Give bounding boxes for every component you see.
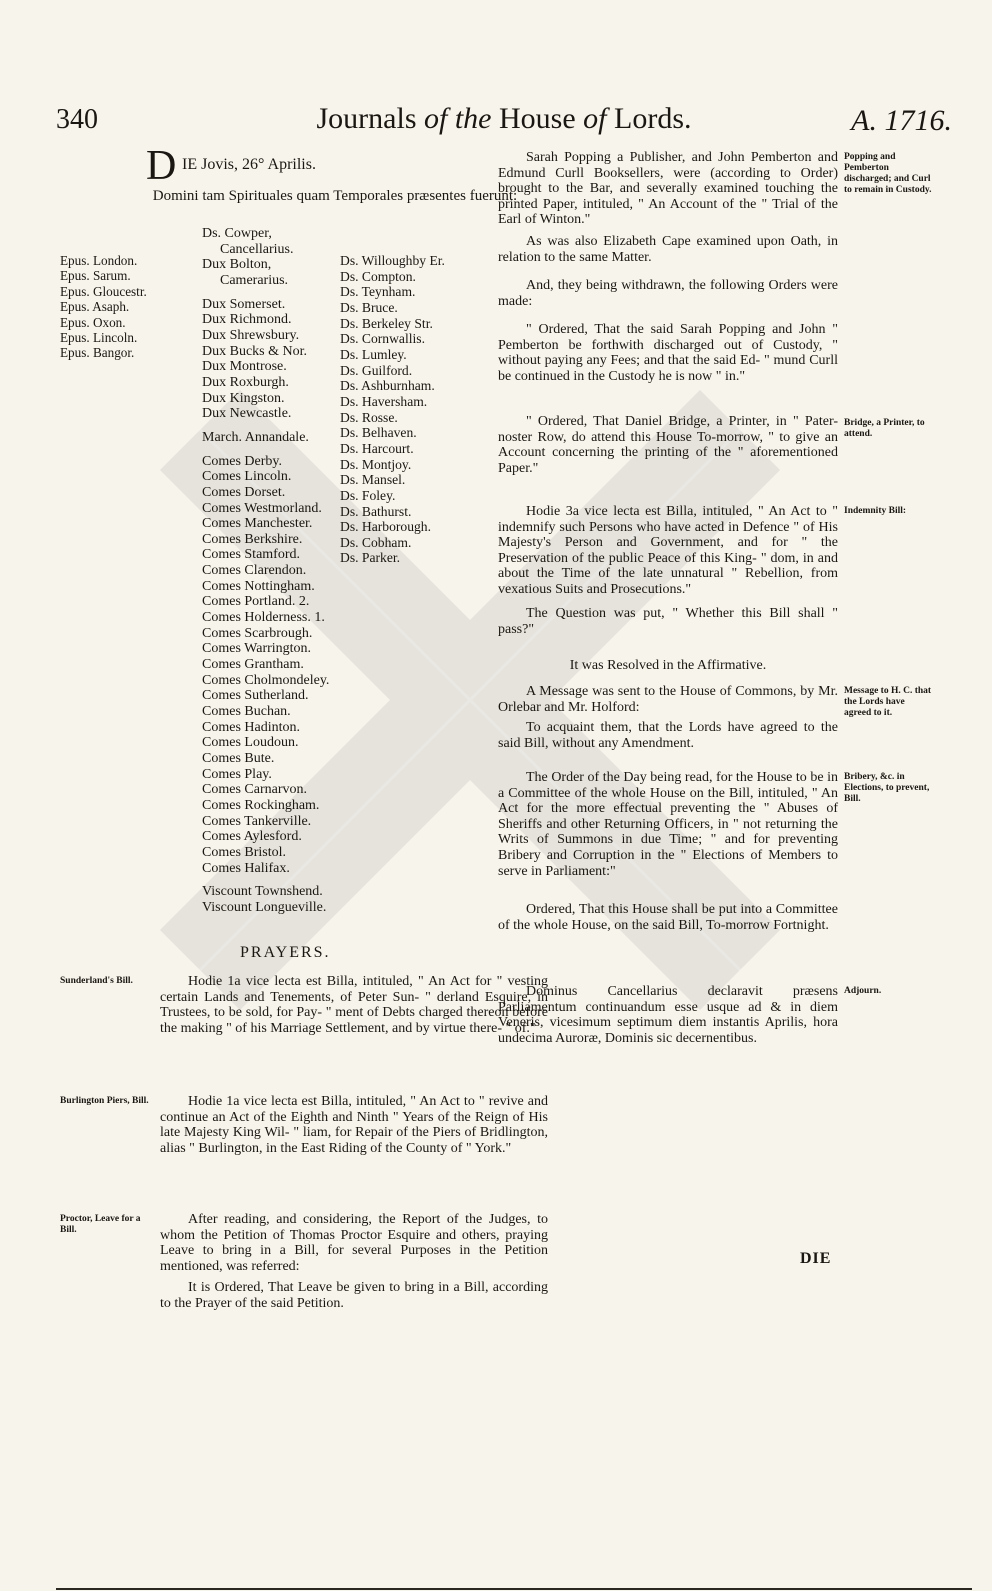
attendee-name: Ds. Guilford. xyxy=(340,362,413,378)
attendee-name: Comes Clarendon. xyxy=(202,563,307,579)
entry-adjournment: Dominus Cancellarius declaravit præsens Parliamentum continuandum esse usque ad & in diem Veneris, vicesimum septimum diem instantis Aprilis, hora undecima Auroræ, Dominis sic decernentibus. xyxy=(498,984,838,1046)
journal-page: 340 Journals of the House of Lords. A. 1716. D IE Jovis, 26° Aprilis. Domini tam Spirituales quam Temporales præsentes fuerunt: Epus. London. Epus. Sarum. Epus. Gloucestr. Epus. Asaph. Epus. Oxon. Epus. Lincoln. Epus. Bangor. Ds. Cowper, Cancellarius. Dux Bolton, Camerarius. Dux Somerset. Dux Richmond. Dux Shrewsbury. Dux Bucks & Nor. Dux Montrose. Dux Roxburgh. Dux Kingston. Dux Newcastle. March. Annandale. Comes Derby. Comes Lincoln. Comes Dorset. Comes Westmorland. Comes Manchester. Comes Berkshire. Comes Stamford. Comes Clarendon. Comes Nottingham. Comes Portland. 2. Comes Holderness. 1. Comes Scarbrough. Comes Warrington. Comes Grantham. Comes Cholmondeley. Comes Sutherland. Comes Buchan. Comes Hadinton. Comes Loudoun. Comes Bute. Comes Play. Comes Carnarvon. Comes Rockingham. Comes Tankerville. Comes Aylesford. Comes Bristol. Comes Halifax. Viscount Townshend. Viscount Longueville. Ds. Willoughby Er. Ds. Compton. Ds. Teynham. Ds. Bruce. Ds. Berkeley Str. Ds. Cornwallis. Ds. Lumley. Ds. Guilford. Ds. Ashburnham. Ds. Haversham. Ds. Rosse. Ds. Belhaven. Ds. Harcourt. Ds. Montjoy. Ds. Mansel. Ds. Foley. Ds. Bathurst. Ds. Harborough. Ds. Cobham. Ds. Parker. PRAYERS. Sunderland's Bill. Hodie 1a vice lecta est Billa, intituled, " An Act for " vesting certain Lands and Tenements, of Peter Sun- " derland Esquire, in Trustees, to be sold, for Pay- " ment of Debts charged thereon before the making " of his Marriage Settlement, and by virtue there- " of." Burlington Piers, Bill. Hodie 1a vice lecta est Billa, intituled, " An Act to " revive and continue an Act of the Eighth and Ninth " Years of the Reign of His late Majesty King Wil- " liam, for Repair of the Piers of Bridlington, alias " Burlington, in the East Riding of the County of " York." Proctor, Leave for a Bill. After reading, and considering, the Report of the Judges, to whom the Petition of Thomas Proctor Esquire and others, praying Leave to bring in a Bill, for several Purposes in the Petition mentioned, was referred: It is Ordered, That Leave be given to bring in a Bill, according to the Prayer of the said Petition. Sarah Popping a Publisher, and John Pemberton and Edmund Curll Booksellers, were (according to Order) brought to the Bar, and severally examined touching the printed Paper, intituled, " An Account of the " Trial of the Earl of Winton." Popping and Pemberton discharged; and Curl to remain in Custody. As was also Elizabeth Cape examined upon Oath, in relation to the same Matter. And, they being withdrawn, the following Orders were made: " Ordered, That the said Sarah Popping and John " Pemberton be forthwith discharged out of Custody, " without paying any Fees; and that the said Ed- " mund Curll be continued in the Custody he is now " in." " Ordered, That Daniel Bridge, a Printer, in " Pater-noster Row, do attend this House To-morrow, " to give an Account concerning the printing of the " aforementioned Paper." Bridge, a Printer, to attend. Hodie 3a vice lecta est Billa, intituled, " An Act to " indemnify such Persons who have acted in Defence " of His Majesty's Person and Government, and for " the Preservation of the public Peace of this King- " dom, in and about the Time of the late unnatural " Rebellion, from vexatious Suits and Prosecutions." Indemnity Bill: The Question was put, " Whether this Bill shall " pass?" It was Resolved in the Affirmative. A Message was sent to the House of Commons, by Mr. Orlebar and Mr. Holford: Message to H. C. that the Lords have agreed to it. To acquaint them, that the Lords have agreed to the said Bill, without any Amendment. The Order of the Day being read, for the House to be in a Committee of the whole House on the Bill, intituled, " An Act for the more effectual preventing the " Abuses of Sheriffs and other Returning Officers, in " not returning the Writs of Summons in due Time; " and for preventing Bribery and Corruption in the " Elections of Members to serve in Parliament:" Bribery, &c. in Elections, to prevent, Bill. Ordered, That this House shall be put into a Committee of the whole House, on the said Bill, To-morrow Fortnight. Dominus Cancellarius declaravit præsens Parliamentum continuandum esse usque ad & in diem Veneris, vicesimum septimum diem instantis Aprilis, hora undecima Auroræ, Dominis sic decernentibus. Adjourn. DIE xyxy=(0,0,992,1591)
margin-note-popping: Popping and Pemberton discharged; and Curl to remain in Custody. xyxy=(844,152,932,195)
attendee-name: Comes Stamford. xyxy=(202,547,300,563)
peers-list-a xyxy=(202,226,329,916)
margin-note-proctor: Proctor, Leave for a Bill. xyxy=(60,1214,141,1235)
attendee-name: Ds. Haversham. xyxy=(340,393,428,409)
attendee-name: Ds. Bathurst. xyxy=(340,503,412,519)
attendee-name: Epus. Oxon. xyxy=(60,314,126,330)
attendee-name: Ds. Compton. xyxy=(340,268,416,284)
attendee-name: Dux Somerset. xyxy=(202,296,286,312)
attendee-name: Epus. Sarum. xyxy=(60,268,131,284)
order-bridge-attend: " Ordered, That Daniel Bridge, a Printer, in " Pater-noster Row, do attend this House To-morrow, " to give an Account concerning the printing of the " aforementioned Paper." xyxy=(498,414,838,476)
list-spacer xyxy=(202,446,329,454)
attendee-name: Ds. Ashburnham. xyxy=(340,378,435,394)
attendee-name: Comes Derby. xyxy=(202,453,282,469)
attendee-name: Viscount Longueville. xyxy=(202,899,327,915)
question-put: The Question was put, " Whether this Bill shall " pass?" xyxy=(498,606,838,637)
catchword: DIE xyxy=(800,1250,832,1267)
prayers-heading: PRAYERS. xyxy=(240,944,331,961)
attendee-name: Ds. Berkeley Str. xyxy=(340,315,433,331)
attendee-name: Viscount Townshend. xyxy=(202,884,323,900)
attendee-name: Ds. Cowper, xyxy=(202,226,272,241)
resolved-affirmative: It was Resolved in the Affirmative. xyxy=(569,658,767,673)
attendee-name: Comes Tankerville. xyxy=(202,813,312,829)
attendee-name: Ds. Teynham. xyxy=(340,284,416,300)
attendee-name: Comes Carnarvon. xyxy=(202,782,307,798)
attendee-name: Ds. Parker. xyxy=(340,550,401,566)
entry-message-commons: A Message was sent to the House of Commons, by Mr. Orlebar and Mr. Holford: xyxy=(498,684,838,715)
entry-burlington-bill: Hodie 1a vice lecta est Billa, intituled, " An Act to " revive and continue an Act of the Eighth and Ninth " Years of the Reign of His late Majesty King Wil- " liam, for Repair of the Piers of Bridlington, alias " Burlington, in the East Riding of the County of " York." xyxy=(160,1094,548,1156)
attendee-name: Comes Aylesford. xyxy=(202,829,302,845)
attendee-name: Epus. Asaph. xyxy=(60,299,130,315)
attendee-name: Comes Nottingham. xyxy=(202,578,315,594)
attendee-name: Epus. Lincoln. xyxy=(60,330,138,346)
margin-note-indemnity: Indemnity Bill: xyxy=(844,506,907,516)
page-header xyxy=(56,104,952,144)
journal-title: Journals of the House of Lords. xyxy=(316,102,692,135)
entry-proctor-bill: After reading, and considering, the Report of the Judges, to whom the Petition of Thomas Proctor Esquire and others, praying Leave to bring in a Bill, for several Purposes in the Petition mentioned, was referred: It is Ordered, That Leave be given to bring in a Bill, according to the Prayer of the said Petition. xyxy=(160,1212,548,1311)
attendee-name: Dux Roxburgh. xyxy=(202,374,289,390)
order-committee-fortnight: Ordered, That this House shall be put into a Committee of the whole House, on the said Bill, To-morrow Fortnight. xyxy=(498,902,838,933)
attendee-name: Ds. Rosse. xyxy=(340,409,398,425)
list-spacer xyxy=(202,876,329,884)
attendee-name: Comes Halifax. xyxy=(202,860,290,876)
attendee-name: Comes Play. xyxy=(202,766,272,782)
attendee-name: Comes Berkshire. xyxy=(202,531,303,547)
attendee-name: Camerarius. xyxy=(220,272,289,288)
attendance-heading: Domini tam Spirituales quam Temporales præsentes fuerunt: xyxy=(152,188,518,204)
attendee-name: Ds. Lumley. xyxy=(340,346,407,362)
margin-note-message: Message to H. C. that the Lords have agreed to it. xyxy=(844,686,932,718)
entry-sunderland-bill: Hodie 1a vice lecta est Billa, intituled, " An Act for " vesting certain Lands and Tenements, of Peter Sun- " derland Esquire, in Trustees, to be sold, for Pay- " ment of Debts charged thereon before the making " of his Marriage Settlement, and by virtue there- " of." xyxy=(160,974,548,1036)
entry-cape-examined: As was also Elizabeth Cape examined upon Oath, in relation to the same Matter. xyxy=(498,234,838,265)
margin-note-burlington: Burlington Piers, Bill. xyxy=(60,1096,149,1106)
attendee-name: Comes Sutherland. xyxy=(202,688,309,704)
year: A. 1716. xyxy=(851,104,952,137)
attendee-name: Ds. Willoughby Er. xyxy=(340,253,445,268)
attendee-name: Ds. Cobham. xyxy=(340,534,412,550)
attendee-name: Ds. Montjoy. xyxy=(340,456,412,472)
attendee-name: Cancellarius. xyxy=(220,241,294,257)
attendee-name: Comes Westmorland. xyxy=(202,500,322,516)
attendee-name: Comes Buchan. xyxy=(202,704,291,720)
attendee-name: Comes Grantham. xyxy=(202,657,304,673)
list-spacer xyxy=(202,422,329,430)
page-number: 340 xyxy=(56,104,98,135)
margin-note-bribery: Bribery, &c. in Elections, to prevent, Bill. xyxy=(844,772,930,804)
attendee-name: Dux Kingston. xyxy=(202,390,285,406)
attendee-name: Comes Scarbrough. xyxy=(202,625,313,641)
attendee-name: Comes Manchester. xyxy=(202,516,313,532)
attendee-name: Ds. Cornwallis. xyxy=(340,331,425,347)
margin-note-sunderland: Sunderland's Bill. xyxy=(60,976,133,986)
bishops-list xyxy=(60,253,147,361)
attendee-name: Ds. Foley. xyxy=(340,487,396,503)
peers-list-b xyxy=(340,253,445,566)
attendee-name: Comes Bristol. xyxy=(202,844,287,860)
attendee-name: Epus. London. xyxy=(60,253,138,268)
attendee-name: Ds. Mansel. xyxy=(340,472,406,488)
attendee-name: Comes Warrington. xyxy=(202,641,312,657)
attendee-name: Ds. Bruce. xyxy=(340,299,398,315)
attendee-name: Comes Cholmondeley. xyxy=(202,672,330,688)
attendee-name: Comes Lincoln. xyxy=(202,469,292,485)
attendee-name: Comes Portland. 2. xyxy=(202,594,310,610)
attendee-name: Ds. Harborough. xyxy=(340,519,431,535)
page-bottom-rule xyxy=(56,1588,972,1590)
attendee-name: Comes Rockingham. xyxy=(202,797,320,813)
list-spacer xyxy=(202,289,329,297)
attendee-name: Comes Holderness. 1. xyxy=(202,610,325,626)
attendee-name: Comes Loudoun. xyxy=(202,735,299,751)
attendee-name: Dux Richmond. xyxy=(202,312,292,328)
attendee-name: Comes Bute. xyxy=(202,751,275,766)
attendee-name: Dux Newcastle. xyxy=(202,406,292,422)
attendee-name: Dux Montrose. xyxy=(202,359,287,375)
order-discharge: " Ordered, That the said Sarah Popping and John " Pemberton be forthwith discharged out of Custody, " without paying any Fees; and that the said Ed- " mund Curll be continued in the Custody he is now " in." xyxy=(498,322,838,384)
entry-bribery-bill: The Order of the Day being read, for the House to be in a Committee of the whole House on the Bill, intituled, " An Act for the more effectual preventing the " Abuses of Sheriffs and other Returning Officers, in " not returning the Writs of Summons in due Time; " and for preventing Bribery and Corruption in the " Elections of Members to serve in Parliament:" xyxy=(498,770,838,879)
attendee-name: March. Annandale. xyxy=(202,429,309,445)
attendee-name: Dux Bucks & Nor. xyxy=(202,343,307,359)
attendee-name: Epus. Gloucestr. xyxy=(60,283,147,299)
attendee-name: Comes Dorset. xyxy=(202,484,286,500)
entry-orders-made: And, they being withdrawn, the following Orders were made: xyxy=(498,278,838,309)
attendee-name: Ds. Harcourt. xyxy=(340,440,414,456)
attendee-name: Dux Bolton, xyxy=(202,257,272,273)
margin-note-adjourn: Adjourn. xyxy=(844,986,882,996)
margin-note-bridge: Bridge, a Printer, to attend. xyxy=(844,418,925,439)
attendee-name: Epus. Bangor. xyxy=(60,345,135,361)
entry-indemnity-bill: Hodie 3a vice lecta est Billa, intituled, " An Act to " indemnify such Persons who have acted in Defence " of His Majesty's Person and Government, and for " the Preservation of the public Peace of this King- " dom, in and about the Time of the late unnatural " Rebellion, from vexatious Suits and Prosecutions." xyxy=(498,504,838,597)
attendee-name: Dux Shrewsbury. xyxy=(202,327,300,343)
entry-acquaint: To acquaint them, that the Lords have agreed to the said Bill, without any Amendment. xyxy=(498,720,838,751)
attendee-name: Ds. Belhaven. xyxy=(340,425,417,441)
attendee-name: Comes Hadinton. xyxy=(202,719,300,735)
entry-popping-examined: Sarah Popping a Publisher, and John Pemberton and Edmund Curll Booksellers, were (according to Order) brought to the Bar, and severally examined touching the printed Paper, intituled, " An Account of the " Trial of the Earl of Winton." xyxy=(498,150,838,228)
